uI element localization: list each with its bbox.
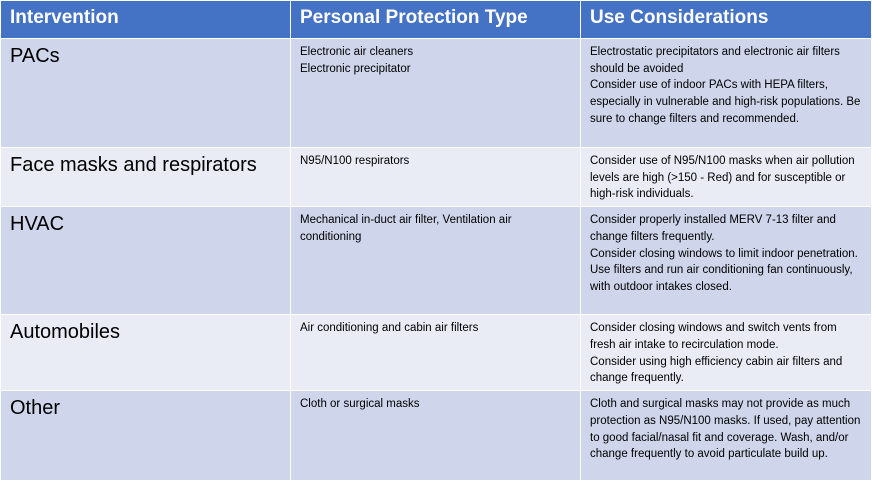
intervention-cell: PACs	[1, 39, 291, 148]
protection-type-line: Mechanical in-duct air filter, Ventilation air conditioning	[300, 214, 512, 243]
protection-type-line: Cloth or surgical masks	[300, 398, 420, 411]
protection-type-line: Air conditioning and cabin air filters	[300, 322, 479, 335]
consideration-paragraph: Consider closing windows and switch vents from fresh air intake to recirculation mode.	[590, 322, 837, 351]
header-row	[1, 1, 872, 39]
table-row	[1, 148, 872, 207]
consideration-paragraph: Consider using high efficiency cabin air filters and change frequently.	[590, 355, 843, 385]
intervention-cell: Other	[1, 391, 291, 480]
table-row	[1, 39, 872, 148]
protection-type-cell	[291, 148, 581, 207]
protection-type-cell	[291, 315, 581, 391]
header-use-considerations: Use Considerations	[581, 1, 872, 39]
table-row	[1, 315, 872, 391]
consideration-paragraph: Cloth and surgical masks may not provide as much protection as N95/N100 masks. If used, pay attention to good facial/nasal fit and coverage. Wash, and/or change frequently to avoid particulate build up.	[590, 398, 861, 461]
protection-type-line: N95/N100 respirators	[300, 155, 410, 167]
consideration-paragraph: Use filters and run air conditioning fan continuously, with outdoor intakes closed.	[590, 264, 853, 293]
protection-type-cell	[291, 391, 581, 480]
use-considerations-cell	[581, 207, 872, 315]
use-considerations-cell	[581, 39, 872, 148]
intervention-cell: HVAC	[1, 207, 291, 315]
use-considerations-cell	[581, 391, 872, 480]
header-protection-type: Personal Protection Type	[291, 1, 581, 39]
consideration-paragraph: Consider closing windows to limit indoor penetration.	[590, 247, 858, 260]
consideration-paragraph: Electrostatic precipitators and electronic air filters should be avoided	[590, 46, 840, 75]
use-considerations-cell	[581, 148, 872, 207]
consideration-paragraph: Consider properly installed MERV 7-13 filter and change filters frequently.	[590, 214, 836, 243]
table-row	[1, 207, 872, 315]
intervention-cell: Face masks and respirators	[1, 148, 291, 207]
protection-type-cell	[291, 207, 581, 315]
use-considerations-cell	[581, 315, 872, 391]
consideration-paragraph: Consider use of N95/N100 masks when air pollution levels are high (>150 - Red) and for susceptible or high-risk individuals.	[590, 155, 855, 201]
protection-type-cell	[291, 39, 581, 148]
protection-type-line: Electronic air cleaners	[300, 46, 414, 58]
intervention-cell: Automobiles	[1, 315, 291, 391]
consideration-paragraph: Consider use of indoor PACs with HEPA filters, especially in vulnerable and high-risk populations. Be sure to change filters and recommended.	[590, 79, 861, 125]
header-intervention: Intervention	[1, 1, 291, 39]
protection-type-line: Electronic precipitator	[300, 62, 411, 75]
table-row	[1, 391, 872, 480]
